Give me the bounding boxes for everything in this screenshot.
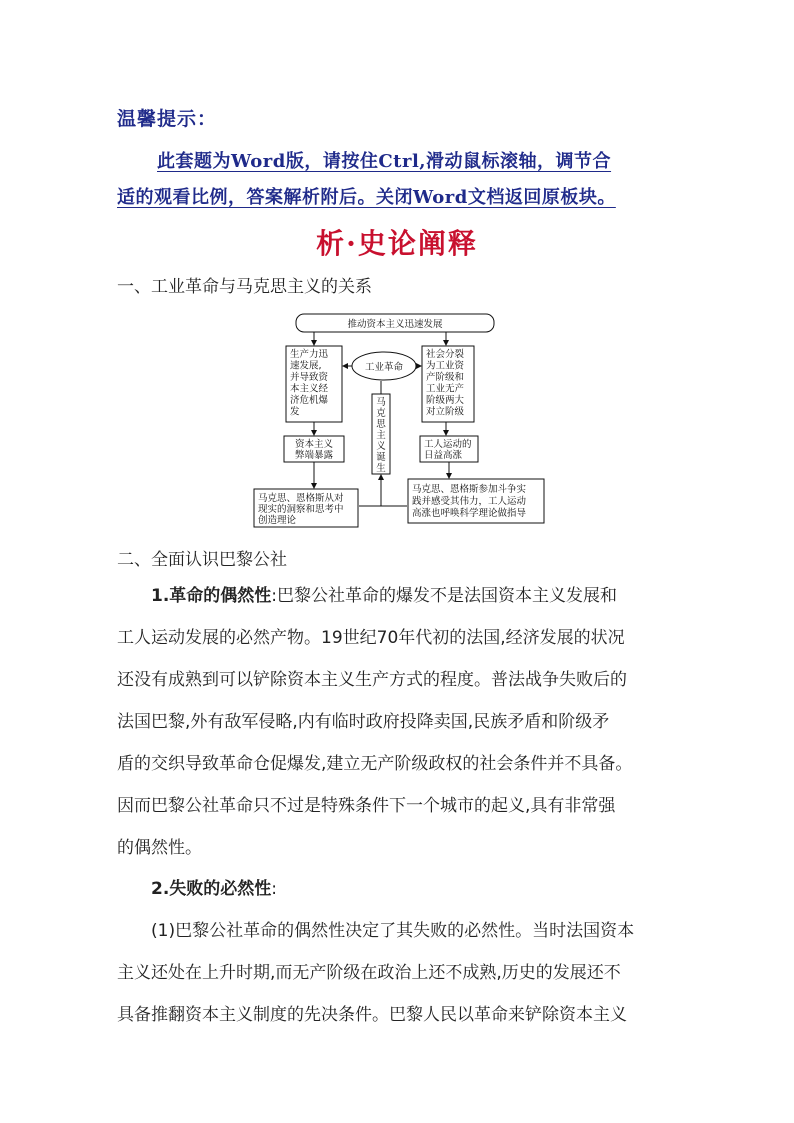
paragraph-1: 1.革命的偶然性:巴黎公社革命的爆发不是法国资本主义发展和 工人运动发展的必然产物。19世纪70年代初的法国,经济发展的状况 还没有成熟到可以铲除资本主义生产方式的程度。普法战争失败后的 法国巴黎,外有敌军侵略,内有临时政府投降卖国,民族矛盾和阶级矛 盾的交织导致革命仓促爆发,建立无产阶级政权的社会条件并不具备。 因而巴黎公社革命只不过是特殊条件下一个城市的起义,具有非常强 的偶然性。 [117, 586, 633, 858]
svg-text:速发展,: 速发展, [290, 360, 322, 372]
svg-text:本主义经: 本主义经 [290, 383, 329, 395]
svg-text:践并感受其伟力，工人运动: 践并感受其伟力，工人运动 [412, 496, 527, 507]
svg-text:阶级两大: 阶级两大 [426, 395, 465, 406]
diagram-center-text: 工业革命 [364, 362, 404, 373]
diagram-middle-text [376, 397, 386, 474]
svg-text:创造理论: 创造理论 [258, 515, 297, 526]
diagram-top-text: 推动资本主义迅速发展 [347, 319, 443, 330]
svg-text:资本主义: 资本主义 [294, 439, 334, 450]
svg-text:并导致资: 并导致资 [290, 372, 329, 383]
diagram-right-text [426, 348, 465, 418]
svg-text:社会分裂: 社会分裂 [426, 349, 465, 360]
tip-title: 温馨提示： [117, 108, 218, 130]
svg-text:生产力迅: 生产力迅 [290, 349, 329, 360]
svg-text:济危机爆: 济危机爆 [290, 395, 329, 406]
paragraph-2: 2.失败的必然性: [151, 879, 278, 899]
svg-text:弊端暴露: 弊端暴露 [294, 450, 334, 461]
svg-text:马克思、恩格斯从对: 马克思、恩格斯从对 [258, 493, 344, 504]
diagram-left-mid-text [295, 438, 334, 461]
svg-text:日益高涨: 日益高涨 [424, 450, 463, 461]
tip-body [117, 144, 683, 216]
paragraph-3: (1)巴黎公社革命的偶然性决定了其失败的必然性。当时法国资本 主义还处在上升时期,而无产阶级在政治上还不成熟,历史的发展还不 具备推翻资本主义制度的先决条件。巴黎人民以革命来铲除资本主义 [117, 921, 635, 1025]
svg-text:马克思、恩格斯参加斗争实: 马克思、恩格斯参加斗争实 [412, 484, 527, 495]
section1-heading: 一、工业革命与马克思主义的关系 [117, 277, 372, 297]
svg-text:发: 发 [290, 406, 300, 418]
svg-text:工人运动的: 工人运动的 [424, 439, 472, 450]
svg-text:克: 克 [376, 408, 386, 419]
relationship-diagram [240, 306, 560, 531]
svg-text:工业无产: 工业无产 [426, 383, 465, 395]
svg-text:现实的洞察和思考中: 现实的洞察和思考中 [258, 504, 344, 515]
svg-text:主: 主 [376, 430, 386, 441]
svg-text:高涨也呼唤科学理论做指导: 高涨也呼唤科学理论做指导 [412, 508, 527, 519]
svg-text:生: 生 [376, 463, 386, 474]
svg-text:义: 义 [376, 441, 386, 452]
tip-line-1: 此套题为Word版，请按住Ctrl,滑动鼠标滚轴，调节合 [157, 151, 612, 172]
diagram-right-bottom-text [412, 483, 527, 519]
p2-label: 2.失败的必然性 [151, 879, 272, 899]
svg-text:对立阶级: 对立阶级 [426, 406, 465, 418]
svg-text:为工业资: 为工业资 [426, 360, 465, 372]
svg-text:思: 思 [376, 419, 386, 430]
page-title: 析·史论阐释 [316, 227, 478, 260]
tip-line-2: 适的观看比例，答案解析附后。关闭Word文档返回原板块。 [117, 187, 616, 208]
svg-text:马: 马 [376, 397, 386, 408]
section2-heading: 二、全面认识巴黎公社 [117, 550, 287, 570]
svg-text:产阶级和: 产阶级和 [426, 372, 465, 383]
svg-text:诞: 诞 [376, 452, 386, 463]
p1-label: 1.革命的偶然性 [151, 586, 272, 606]
